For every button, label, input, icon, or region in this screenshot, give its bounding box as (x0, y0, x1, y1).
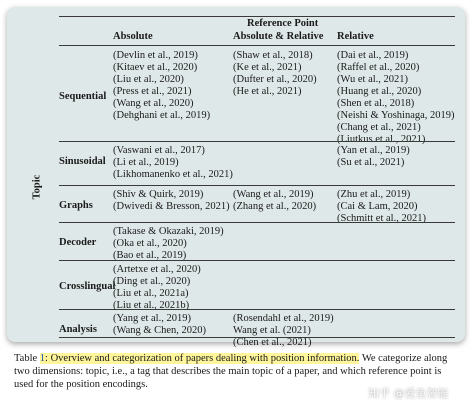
watermark: 知乎 @爱鱼智能 (368, 387, 449, 400)
header-absolute-relative: Absolute & Relative (233, 31, 324, 42)
caption-text: We categorize along two dimensions: topic, i.e., a tag that describes the main topic of a paper, and which reference point is used for the position encodings. (14, 353, 448, 390)
citation: (Neishi & Yoshinaga, 2019) (337, 110, 455, 121)
citation: (Devlin et al., 2019) (113, 50, 198, 61)
citation: (Li et al., 2019) (113, 157, 179, 168)
axis-label-topic: Topic (31, 174, 43, 200)
citation: (Dufter et al., 2020) (233, 74, 317, 85)
citation: (Yan et al., 2019) (337, 145, 410, 156)
topic-label: Decoder (59, 237, 97, 248)
citation: (Wang et al., 2020) (113, 98, 194, 109)
citation: (Kitaev et al., 2020) (113, 62, 198, 73)
citation: (Artetxe et al., 2020) (113, 264, 201, 275)
topic-label: Sinusoidal (59, 156, 106, 167)
citation: Wang et al. (2021) (233, 325, 311, 336)
caption-table-number[interactable]: 1 (39, 353, 46, 364)
header-rule (59, 45, 455, 46)
citation: (Liu et al., 2021a) (113, 288, 189, 299)
caption-prefix: Table (14, 353, 40, 364)
citation: (Takase & Okazaki, 2019) (113, 226, 224, 237)
citation: (Rosendahl et al., 2019) (233, 313, 334, 324)
row-rule (59, 309, 455, 310)
citation: (Shaw et al., 2018) (233, 50, 313, 61)
citation: (Dehghani et al., 2019) (113, 110, 211, 121)
citation: (Oka et al., 2020) (113, 238, 187, 249)
topic-label: Graphs (59, 200, 93, 211)
citation: (Zhang et al., 2020) (233, 201, 317, 212)
table-card (7, 7, 465, 348)
citation: (Chang et al., 2021) (337, 122, 421, 133)
topic-label: Sequential (59, 91, 107, 102)
header-absolute: Absolute (113, 31, 153, 42)
citation: (Press et al., 2021) (113, 86, 192, 97)
caption-highlight: : Overview and categorization of papers dealing with position information. (45, 353, 360, 364)
citation: (Zhu et al., 2019) (337, 189, 411, 200)
row-rule (59, 141, 455, 142)
citation: (Likhomanenko et al., 2021) (113, 169, 233, 180)
citation: (Vaswani et al., 2017) (113, 145, 205, 156)
citation: (Dai et al., 2019) (337, 50, 409, 61)
topic-label: Analysis (59, 324, 97, 335)
citation: (Ding et al., 2020) (113, 276, 191, 287)
citation: (Shiv & Quirk, 2019) (113, 189, 204, 200)
citation: (Dwivedi & Bresson, 2021) (113, 201, 230, 212)
citation: (Shen et al., 2018) (337, 98, 415, 109)
citation: (Su et al., 2021) (337, 157, 405, 168)
citation: (Cai & Lam, 2020) (337, 201, 418, 212)
row-rule (59, 185, 455, 186)
header-reference-point: Reference Point (247, 18, 319, 29)
citation: (Liu et al., 2021b) (113, 300, 190, 311)
citation: (Schmitt et al., 2021) (337, 213, 426, 224)
citation: (Yang et al., 2019) (113, 313, 191, 324)
citation: (Wu et al., 2021) (337, 74, 409, 85)
citation: (Liutkus et al., 2021) (337, 134, 426, 145)
citation: (Bao et al., 2019) (113, 250, 187, 261)
citation: (Ke et al., 2021) (233, 62, 302, 73)
row-rule (59, 260, 455, 261)
citation: (Wang & Chen, 2020) (113, 325, 207, 336)
citation: (Wang et al., 2019) (233, 189, 314, 200)
citation: (Liu et al., 2020) (113, 74, 184, 85)
topic-label: Crosslingual (59, 281, 116, 292)
citation: (He et al., 2021) (233, 86, 302, 97)
row-rule (59, 222, 455, 223)
citation: (Raffel et al., 2020) (337, 62, 420, 73)
header-relative: Relative (337, 31, 374, 42)
citation: (Chen et al., 2021) (233, 337, 312, 348)
citation: (Huang et al., 2020) (337, 86, 422, 97)
